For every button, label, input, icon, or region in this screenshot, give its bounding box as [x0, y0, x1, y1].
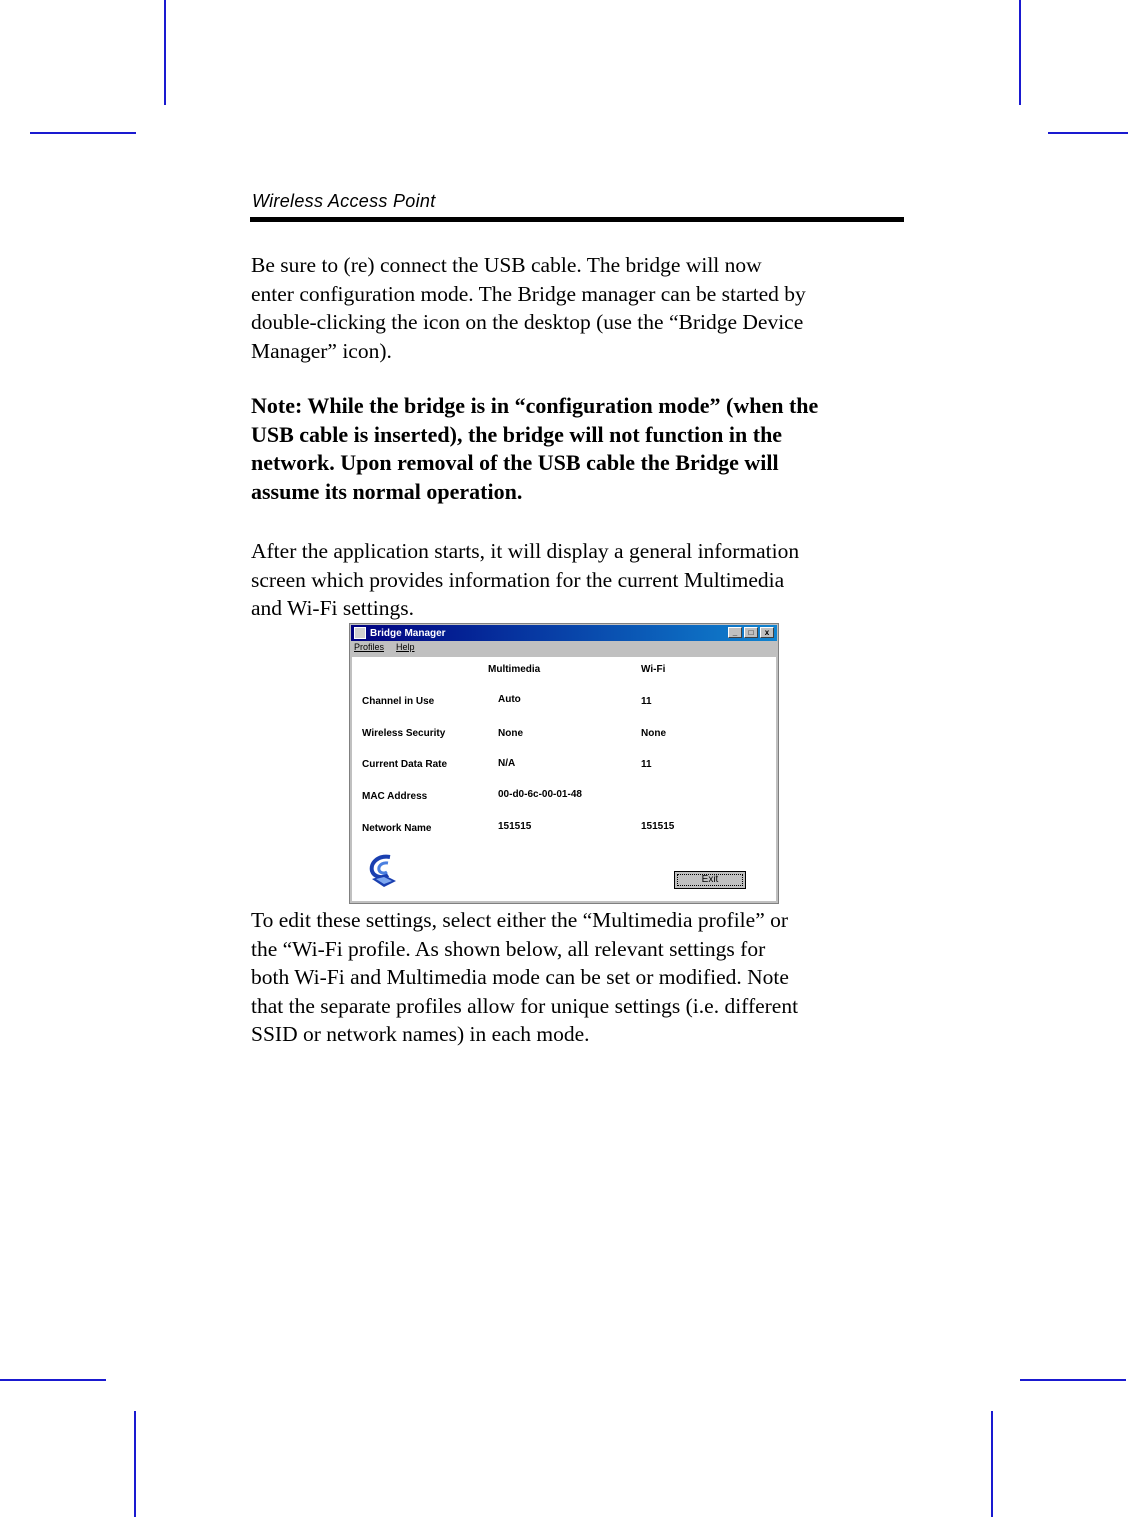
edit-settings-paragraph: To edit these settings, select either the “Multimedia profile” or the “Wi-Fi profile. As shown below, all relevant settings for both Wi-Fi and Multimedia mode can be set or modified. Note that the separate profiles allow for unique settings (i.e. different SSID or network names) in each mode. [251, 908, 799, 1046]
close-button[interactable]: x [760, 627, 774, 638]
multimedia-value: N/A [498, 758, 516, 769]
wifi-value: 151515 [641, 821, 675, 832]
menu-help[interactable]: Help [396, 642, 415, 652]
window-titlebar [351, 625, 777, 641]
multimedia-value: None [498, 728, 523, 739]
row-label: Network Name [362, 823, 432, 834]
running-header: Wireless Access Point [252, 191, 436, 211]
crop-mark [1019, 0, 1021, 105]
minimize-button[interactable]: _ [728, 627, 742, 638]
crop-mark [1020, 1379, 1126, 1381]
row-label: Wireless Security [362, 728, 446, 739]
maximize-button[interactable]: □ [744, 627, 758, 638]
row-label: Current Data Rate [362, 759, 448, 770]
crop-mark [134, 1411, 136, 1517]
menu-profiles[interactable]: Profiles [354, 642, 385, 652]
row-label: MAC Address [362, 791, 428, 802]
window-title: Bridge Manager [370, 627, 446, 639]
row-label: Channel in Use [362, 696, 435, 707]
multimedia-value: 00-d0-6c-00-01-48 [498, 789, 582, 800]
wifi-value: 11 [641, 696, 652, 707]
wifi-value: 11 [641, 759, 652, 770]
multimedia-value: 151515 [498, 821, 532, 832]
info-panel [352, 657, 776, 901]
column-header-multimedia: Multimedia [488, 664, 541, 675]
bridge-manager-window [349, 623, 779, 904]
application-paragraph: After the application starts, it will display a general information screen which provides information for the current Multimedia and Wi-Fi settings. [251, 539, 800, 620]
header-rule [250, 217, 904, 222]
multimedia-value: Auto [498, 694, 521, 705]
note-paragraph: Note: While the bridge is in “configuration mode” (when the USB cable is inserted), the bridge will not function in the network. Upon removal of the USB cable the Bridge will assume its normal operation. [251, 393, 819, 504]
crop-mark [0, 1379, 106, 1381]
crop-mark [1048, 132, 1128, 134]
intro-paragraph: Be sure to (re) connect the USB cable. The bridge will now enter configuration mode. The Bridge manager can be started by double-clicking the icon on the desktop (use the “Bridge Device Manager” icon). [251, 253, 806, 363]
crop-mark [30, 132, 136, 134]
bridge-logo-icon [368, 853, 400, 889]
exit-button[interactable]: Exit [674, 871, 746, 889]
app-icon [354, 627, 366, 639]
crop-mark [991, 1411, 993, 1517]
wifi-value: None [641, 728, 666, 739]
column-header-wifi: Wi-Fi [641, 664, 666, 675]
crop-mark [164, 0, 166, 105]
menu-bar [354, 642, 415, 656]
